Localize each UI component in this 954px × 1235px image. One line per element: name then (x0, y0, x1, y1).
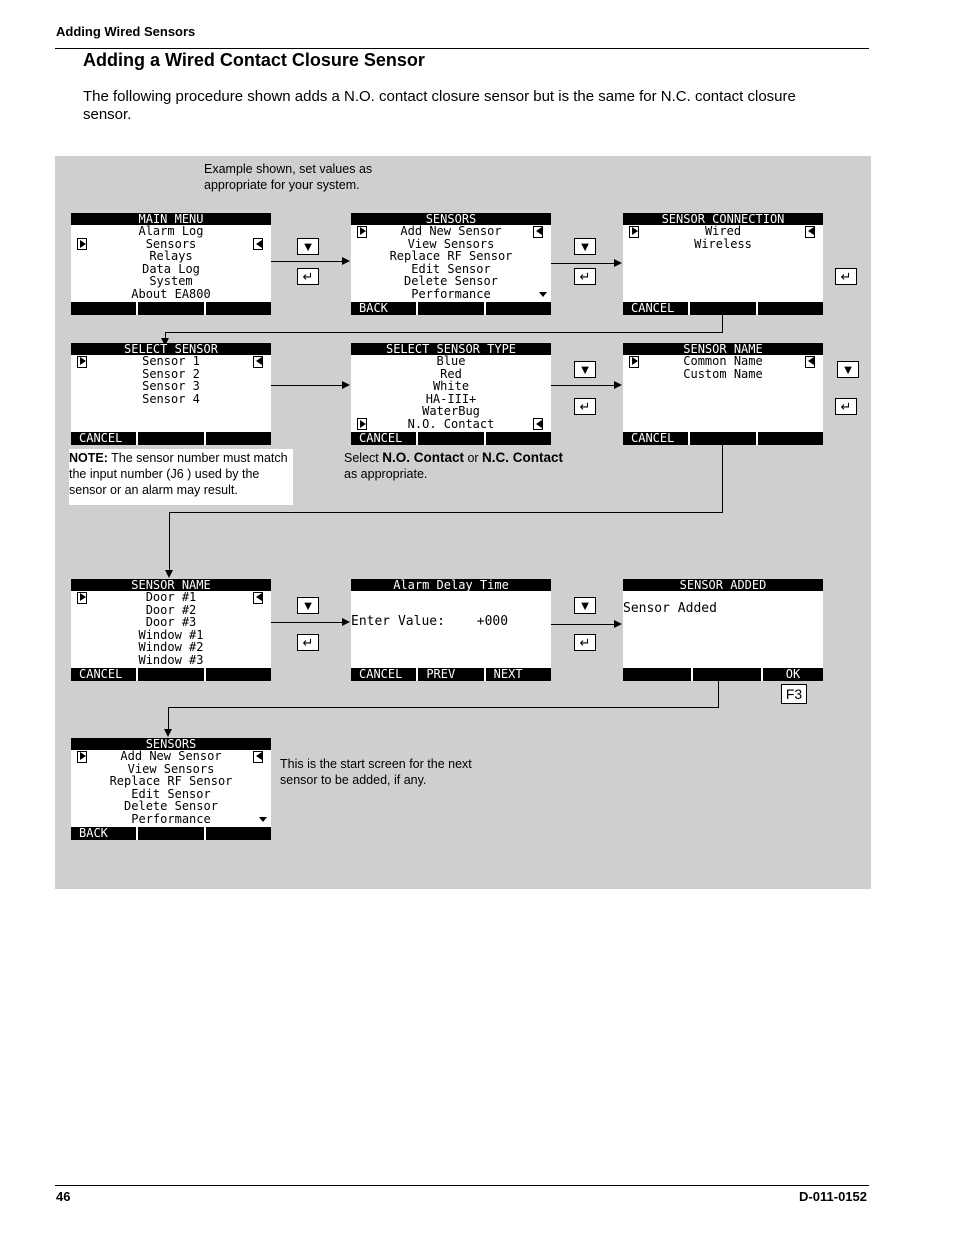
lcd-sensors (351, 213, 551, 315)
flow-arrow-icon (164, 729, 172, 737)
selector-left-icon (360, 420, 366, 428)
selector-right-icon (536, 420, 542, 428)
softkey-bar (623, 432, 823, 445)
flow-line (168, 707, 169, 731)
softkey-3[interactable] (758, 432, 823, 445)
lcd-line: Alarm Log (138, 224, 204, 238)
down-key[interactable] (837, 361, 859, 378)
select-note-option-nc: N.C. Contact (482, 450, 564, 465)
lcd-line: Replace RF Sensor (389, 249, 513, 264)
lcd-line: Blue (436, 354, 466, 368)
softkey-bar (71, 302, 271, 315)
flow-line (722, 315, 723, 333)
select-note-pre: Select (344, 451, 383, 465)
down-key[interactable] (574, 361, 596, 378)
softkey-3[interactable] (486, 432, 551, 445)
lcd-title: MAIN MENU (71, 213, 271, 225)
down-arrow-icon: ▼ (301, 598, 315, 613)
select-note (344, 450, 584, 482)
lcd-sensor-connection (623, 213, 823, 315)
flow-arrow-icon (342, 381, 350, 389)
lcd-line: View Sensors (407, 236, 495, 251)
softkey-3[interactable] (206, 432, 271, 445)
lcd-sensor-added (623, 579, 823, 681)
selector-left-icon (632, 357, 638, 365)
lcd-title: SELECT SENSOR (71, 343, 271, 355)
lcd-line: Replace RF Sensor (109, 774, 233, 789)
lcd-title: SENSOR ADDED (623, 579, 823, 591)
lcd-line: Performance (411, 286, 491, 301)
softkey-cancel[interactable]: CANCEL (623, 302, 690, 315)
lcd-line: Sensor 3 (142, 379, 200, 394)
lcd-title: Alarm Delay Time (351, 579, 551, 591)
selector-right-icon (256, 593, 262, 601)
selector-left-icon (632, 227, 638, 235)
selector-left-icon (360, 227, 366, 235)
down-arrow-icon: ▼ (578, 362, 592, 377)
lcd-line-selected: Sensors (71, 238, 271, 251)
lcd-line: Door #2 (145, 602, 197, 617)
lcd-line: Edit Sensor (131, 786, 211, 801)
lcd-line: Sensor 4 (142, 391, 200, 406)
selector-right-icon (256, 752, 262, 760)
lcd-title: SENSORS (351, 213, 551, 225)
down-arrow-icon: ▼ (301, 239, 315, 254)
selector-right-icon (808, 357, 814, 365)
lcd-line: Window #1 (138, 627, 204, 642)
lcd-sensors-next (71, 738, 271, 840)
softkey-3[interactable] (486, 302, 551, 315)
flow-line (551, 624, 615, 625)
lcd-line: Data Log (142, 261, 200, 276)
scroll-down-icon (539, 292, 547, 297)
softkey-2[interactable] (418, 302, 485, 315)
softkey-2[interactable] (138, 668, 205, 681)
lcd-line: Delete Sensor (124, 799, 218, 814)
softkey-bar (71, 668, 271, 681)
selector-right-icon (256, 357, 262, 365)
lcd-title: SENSOR NAME (623, 343, 823, 355)
sensor-note-box (69, 449, 293, 505)
lcd-line: About EA800 (131, 286, 211, 301)
select-note-option-no: N.O. Contact (382, 450, 464, 465)
example-note: Example shown, set values as appropriate for your system. (204, 162, 373, 192)
flow-arrow-icon (614, 620, 622, 628)
softkey-bar (623, 302, 823, 315)
lcd-line-selected: Add New Sensor (351, 225, 551, 238)
down-key[interactable] (574, 238, 596, 255)
f3-key[interactable]: F3 (781, 684, 807, 704)
flow-line (718, 681, 719, 708)
page-number: 46 (56, 1189, 71, 1204)
softkey-cancel[interactable]: CANCEL (623, 432, 690, 445)
lcd-title: SENSORS (71, 738, 271, 750)
softkey-2[interactable] (138, 827, 205, 840)
lcd-line-selected: Wired (623, 225, 823, 238)
lcd-select-sensor-type (351, 343, 551, 445)
lcd-line-selected: Door #1 (71, 591, 271, 604)
footer-rule (55, 1185, 869, 1186)
flow-arrow-icon (614, 381, 622, 389)
softkey-3[interactable] (206, 668, 271, 681)
lcd-sensor-name-type (623, 343, 823, 445)
softkey-cancel[interactable]: CANCEL (351, 432, 418, 445)
enter-icon: ↵ (302, 635, 314, 650)
selector-right-icon (256, 240, 262, 248)
softkey-bar (351, 668, 551, 681)
enter-icon: ↵ (579, 635, 591, 650)
softkey-3[interactable] (206, 827, 271, 840)
softkey-3[interactable] (206, 302, 271, 315)
flow-arrow-icon (165, 570, 173, 578)
lcd-line: Red (440, 366, 462, 381)
enter-icon: ↵ (840, 399, 852, 414)
select-note-post: as appropriate. (344, 467, 428, 481)
softkey-1[interactable] (71, 302, 138, 315)
flow-line (169, 512, 723, 513)
softkey-2[interactable] (690, 432, 757, 445)
lcd-line-selected: Common Name (623, 355, 823, 368)
lcd-line: Relays (149, 249, 193, 264)
alarm-delay-label: Enter Value: (351, 614, 445, 629)
softkey-2[interactable] (138, 302, 205, 315)
softkey-2[interactable] (690, 302, 757, 315)
lcd-line: Performance (131, 811, 211, 826)
lcd-line: White (432, 379, 470, 394)
lcd-alarm-delay (351, 579, 551, 681)
lcd-line: System (149, 274, 193, 289)
selector-left-icon (80, 752, 86, 760)
lcd-line: WaterBug (422, 404, 480, 419)
enter-key[interactable] (297, 268, 319, 285)
note-text: The sensor number must match the input number (J6 ) used by the sensor or an alarm may result. (69, 451, 288, 497)
page-title: Adding a Wired Contact Closure Sensor (83, 50, 425, 70)
flow-line (551, 385, 615, 386)
sensor-added-message: Sensor Added (623, 601, 717, 616)
lcd-line-selected: Sensor 1 (71, 355, 271, 368)
down-key[interactable] (297, 597, 319, 614)
enter-key[interactable] (297, 634, 319, 651)
header-rule (55, 48, 869, 49)
flow-line (168, 707, 719, 708)
lcd-sensor-name-list (71, 579, 271, 681)
enter-icon: ↵ (579, 399, 591, 414)
softkey-2[interactable] (418, 432, 485, 445)
alarm-delay-field (351, 614, 508, 629)
enter-icon: ↵ (840, 269, 852, 284)
lcd-line-selected: Add New Sensor (71, 750, 271, 763)
softkey-bar (71, 432, 271, 445)
sensor-note (69, 449, 293, 498)
lcd-line-selected: N.O. Contact (351, 418, 551, 431)
alarm-delay-value[interactable]: +000 (476, 614, 509, 629)
lcd-line: HA-III+ (425, 391, 477, 406)
scroll-down-icon (259, 817, 267, 822)
lcd-select-sensor (71, 343, 271, 445)
softkey-ok[interactable]: OK (785, 667, 801, 681)
flow-line (271, 622, 343, 623)
lcd-line: Sensor 2 (142, 366, 200, 381)
softkey-cancel[interactable]: CANCEL (71, 668, 138, 681)
softkey-next[interactable]: NEXT (493, 667, 523, 681)
enter-key[interactable] (574, 268, 596, 285)
flow-arrow-icon (342, 257, 350, 265)
down-arrow-icon: ▼ (841, 362, 855, 377)
selector-right-icon (808, 227, 814, 235)
flow-line (165, 332, 723, 333)
softkey-prev[interactable]: PREV (418, 668, 485, 681)
down-arrow-icon: ▼ (578, 239, 592, 254)
selector-left-icon (80, 357, 86, 365)
softkey-bar (71, 827, 271, 840)
enter-key[interactable] (835, 398, 857, 415)
selector-left-icon (80, 240, 86, 248)
enter-key[interactable] (835, 268, 857, 285)
flow-line (722, 445, 723, 513)
enter-key[interactable] (574, 634, 596, 651)
enter-key[interactable] (574, 398, 596, 415)
flow-line (271, 261, 343, 262)
softkey-back[interactable]: BACK (351, 302, 418, 315)
select-note-mid: or (463, 451, 483, 465)
document-number: D-011-0152 (799, 1189, 867, 1204)
lcd-line: Window #3 (138, 652, 204, 667)
lcd-line: Window #2 (138, 640, 204, 655)
down-key[interactable] (574, 597, 596, 614)
softkey-bar (351, 432, 551, 445)
softkey-cancel[interactable]: CANCEL (351, 668, 418, 681)
selector-left-icon (80, 593, 86, 601)
flow-arrow-icon (342, 618, 350, 626)
intro-paragraph: The following procedure shown adds a N.O. contact closure sensor but is the same for N.C. contact closure sensor. (83, 88, 796, 123)
lcd-line: Delete Sensor (404, 274, 498, 289)
lcd-line: View Sensors (127, 761, 215, 776)
softkey-2[interactable] (693, 668, 763, 681)
lcd-title: SENSOR CONNECTION (623, 213, 823, 225)
softkey-back[interactable]: BACK (71, 827, 138, 840)
flow-arrow-icon (614, 259, 622, 267)
section-header: Adding Wired Sensors (56, 24, 196, 39)
note-label: NOTE: (69, 451, 108, 465)
softkey-bar (351, 302, 551, 315)
softkey-bar (623, 668, 823, 681)
lcd-line: Edit Sensor (411, 261, 491, 276)
down-arrow-icon: ▼ (578, 598, 592, 613)
flow-line (271, 385, 343, 386)
flow-line (169, 512, 170, 572)
lcd-line: Custom Name (683, 366, 763, 381)
lcd-title: SELECT SENSOR TYPE (351, 343, 551, 355)
enter-icon: ↵ (302, 269, 314, 284)
selector-right-icon (536, 227, 542, 235)
softkey-1[interactable] (623, 668, 693, 681)
enter-icon: ↵ (579, 269, 591, 284)
lcd-line: Door #3 (145, 615, 197, 630)
flow-line (551, 263, 615, 264)
softkey-cancel[interactable]: CANCEL (71, 432, 138, 445)
lcd-main-menu (71, 213, 271, 315)
down-key[interactable] (297, 238, 319, 255)
lcd-title: SENSOR NAME (71, 579, 271, 591)
softkey-2[interactable] (138, 432, 205, 445)
lcd-line: Wireless (694, 236, 752, 251)
softkey-3[interactable] (758, 302, 823, 315)
start-screen-note: This is the start screen for the next sensor to be added, if any. (280, 757, 472, 787)
